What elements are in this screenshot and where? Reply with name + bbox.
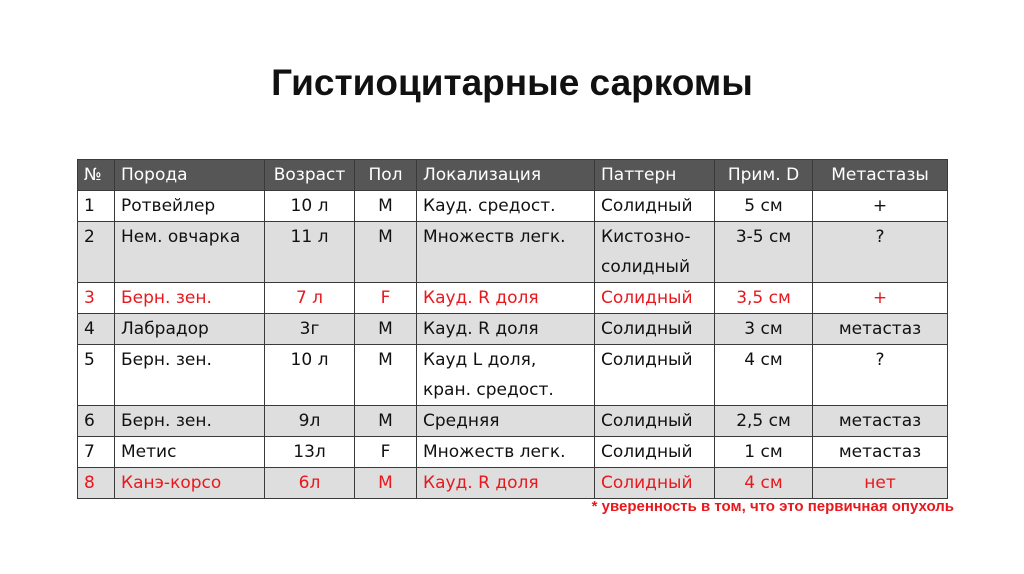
- cell-pattern-line: солидный: [601, 257, 691, 277]
- table-row: [78, 191, 948, 222]
- cell-size: 1 см: [715, 437, 813, 468]
- cell-age: 9л: [265, 406, 355, 437]
- cell-age: 10 л: [265, 191, 355, 222]
- cell-number: 8: [78, 468, 115, 499]
- cell-sex: M: [355, 222, 417, 283]
- cell-size: 3,5 см: [715, 283, 813, 314]
- cell-localization-line: Кауд. R доля: [423, 319, 539, 339]
- cell-age: 11 л: [265, 222, 355, 283]
- cell-pattern-line: Солидный: [601, 288, 693, 308]
- cell-sex: M: [355, 406, 417, 437]
- table-row: [78, 283, 948, 314]
- cell-age: 13л: [265, 437, 355, 468]
- column-header-breed: Порода: [115, 160, 265, 191]
- cell-pattern: [595, 468, 715, 499]
- column-header-number: №: [78, 160, 115, 191]
- sarcoma-table: [77, 159, 948, 499]
- cell-sex: M: [355, 314, 417, 345]
- cell-size: 2,5 см: [715, 406, 813, 437]
- cell-localization-line: Средняя: [423, 411, 500, 431]
- cell-number: 3: [78, 283, 115, 314]
- cell-number: 1: [78, 191, 115, 222]
- cell-pattern-line: Солидный: [601, 442, 693, 462]
- cell-pattern: [595, 283, 715, 314]
- cell-pattern: [595, 406, 715, 437]
- cell-breed: Лабрадор: [115, 314, 265, 345]
- cell-size: 4 см: [715, 468, 813, 499]
- table-row: [78, 345, 948, 406]
- cell-breed: Метис: [115, 437, 265, 468]
- cell-pattern: [595, 314, 715, 345]
- cell-age: 10 л: [265, 345, 355, 406]
- cell-age: 6л: [265, 468, 355, 499]
- cell-pattern: [595, 222, 715, 283]
- cell-breed: Берн. зен.: [115, 283, 265, 314]
- table-row: [78, 406, 948, 437]
- cell-size: 5 см: [715, 191, 813, 222]
- cell-localization-line: Кауд. R доля: [423, 288, 539, 308]
- column-header-localization: Локализация: [417, 160, 595, 191]
- table-body: [78, 191, 948, 499]
- cell-sex: F: [355, 437, 417, 468]
- cell-localization: [417, 345, 595, 406]
- footnote: * уверенность в том, что это первичная опухоль: [591, 498, 954, 515]
- cell-sex: F: [355, 283, 417, 314]
- cell-size: 3 см: [715, 314, 813, 345]
- cell-localization: [417, 191, 595, 222]
- cell-localization-line: кран. средост.: [423, 380, 554, 400]
- cell-localization-line: Кауд. R доля: [423, 473, 539, 493]
- cell-number: 2: [78, 222, 115, 283]
- cell-metastases: +: [813, 191, 948, 222]
- cell-breed: Ротвейлер: [115, 191, 265, 222]
- cell-localization-line: Множеств легк.: [423, 227, 566, 247]
- cell-age: 3г: [265, 314, 355, 345]
- cell-localization-line: Кауд L доля,: [423, 350, 537, 370]
- cell-metastases: метастаз: [813, 437, 948, 468]
- column-header-size: Прим. D: [715, 160, 813, 191]
- cell-number: 4: [78, 314, 115, 345]
- cell-size: 3-5 см: [715, 222, 813, 283]
- cell-sex: M: [355, 345, 417, 406]
- cell-pattern-line: Кистозно-: [601, 227, 691, 247]
- cell-localization-line: Множеств легк.: [423, 442, 566, 462]
- cell-breed: Нем. овчарка: [115, 222, 265, 283]
- table-row: [78, 468, 948, 499]
- cell-number: 5: [78, 345, 115, 406]
- cell-metastases: ?: [813, 222, 948, 283]
- cell-pattern-line: Солидный: [601, 196, 693, 216]
- cell-metastases: метастаз: [813, 314, 948, 345]
- cell-age: 7 л: [265, 283, 355, 314]
- cell-localization: [417, 283, 595, 314]
- cell-number: 6: [78, 406, 115, 437]
- column-header-pattern: Паттерн: [595, 160, 715, 191]
- cell-sex: M: [355, 191, 417, 222]
- cell-metastases: нет: [813, 468, 948, 499]
- cell-pattern-line: Солидный: [601, 473, 693, 493]
- cell-pattern-line: Солидный: [601, 350, 693, 370]
- cell-metastases: ?: [813, 345, 948, 406]
- cell-localization: [417, 222, 595, 283]
- column-header-age: Возраст: [265, 160, 355, 191]
- table-header-row: [78, 160, 948, 191]
- table-row: [78, 437, 948, 468]
- cell-size: 4 см: [715, 345, 813, 406]
- cell-localization: [417, 314, 595, 345]
- cell-pattern-line: Солидный: [601, 319, 693, 339]
- table-row: [78, 222, 948, 283]
- cell-pattern-line: Солидный: [601, 411, 693, 431]
- cell-pattern: [595, 345, 715, 406]
- cell-localization-line: Кауд. средост.: [423, 196, 556, 216]
- cell-pattern: [595, 191, 715, 222]
- cell-metastases: +: [813, 283, 948, 314]
- column-header-metastases: Метастазы: [813, 160, 948, 191]
- table-row: [78, 314, 948, 345]
- cell-localization: [417, 406, 595, 437]
- cell-pattern: [595, 437, 715, 468]
- cell-metastases: метастаз: [813, 406, 948, 437]
- cell-breed: Берн. зен.: [115, 345, 265, 406]
- cell-sex: M: [355, 468, 417, 499]
- cell-breed: Канэ-корсо: [115, 468, 265, 499]
- slide-title: Гистиоцитарные саркомы: [271, 62, 753, 103]
- column-header-sex: Пол: [355, 160, 417, 191]
- cell-localization: [417, 437, 595, 468]
- cell-number: 7: [78, 437, 115, 468]
- cell-localization: [417, 468, 595, 499]
- cell-breed: Берн. зен.: [115, 406, 265, 437]
